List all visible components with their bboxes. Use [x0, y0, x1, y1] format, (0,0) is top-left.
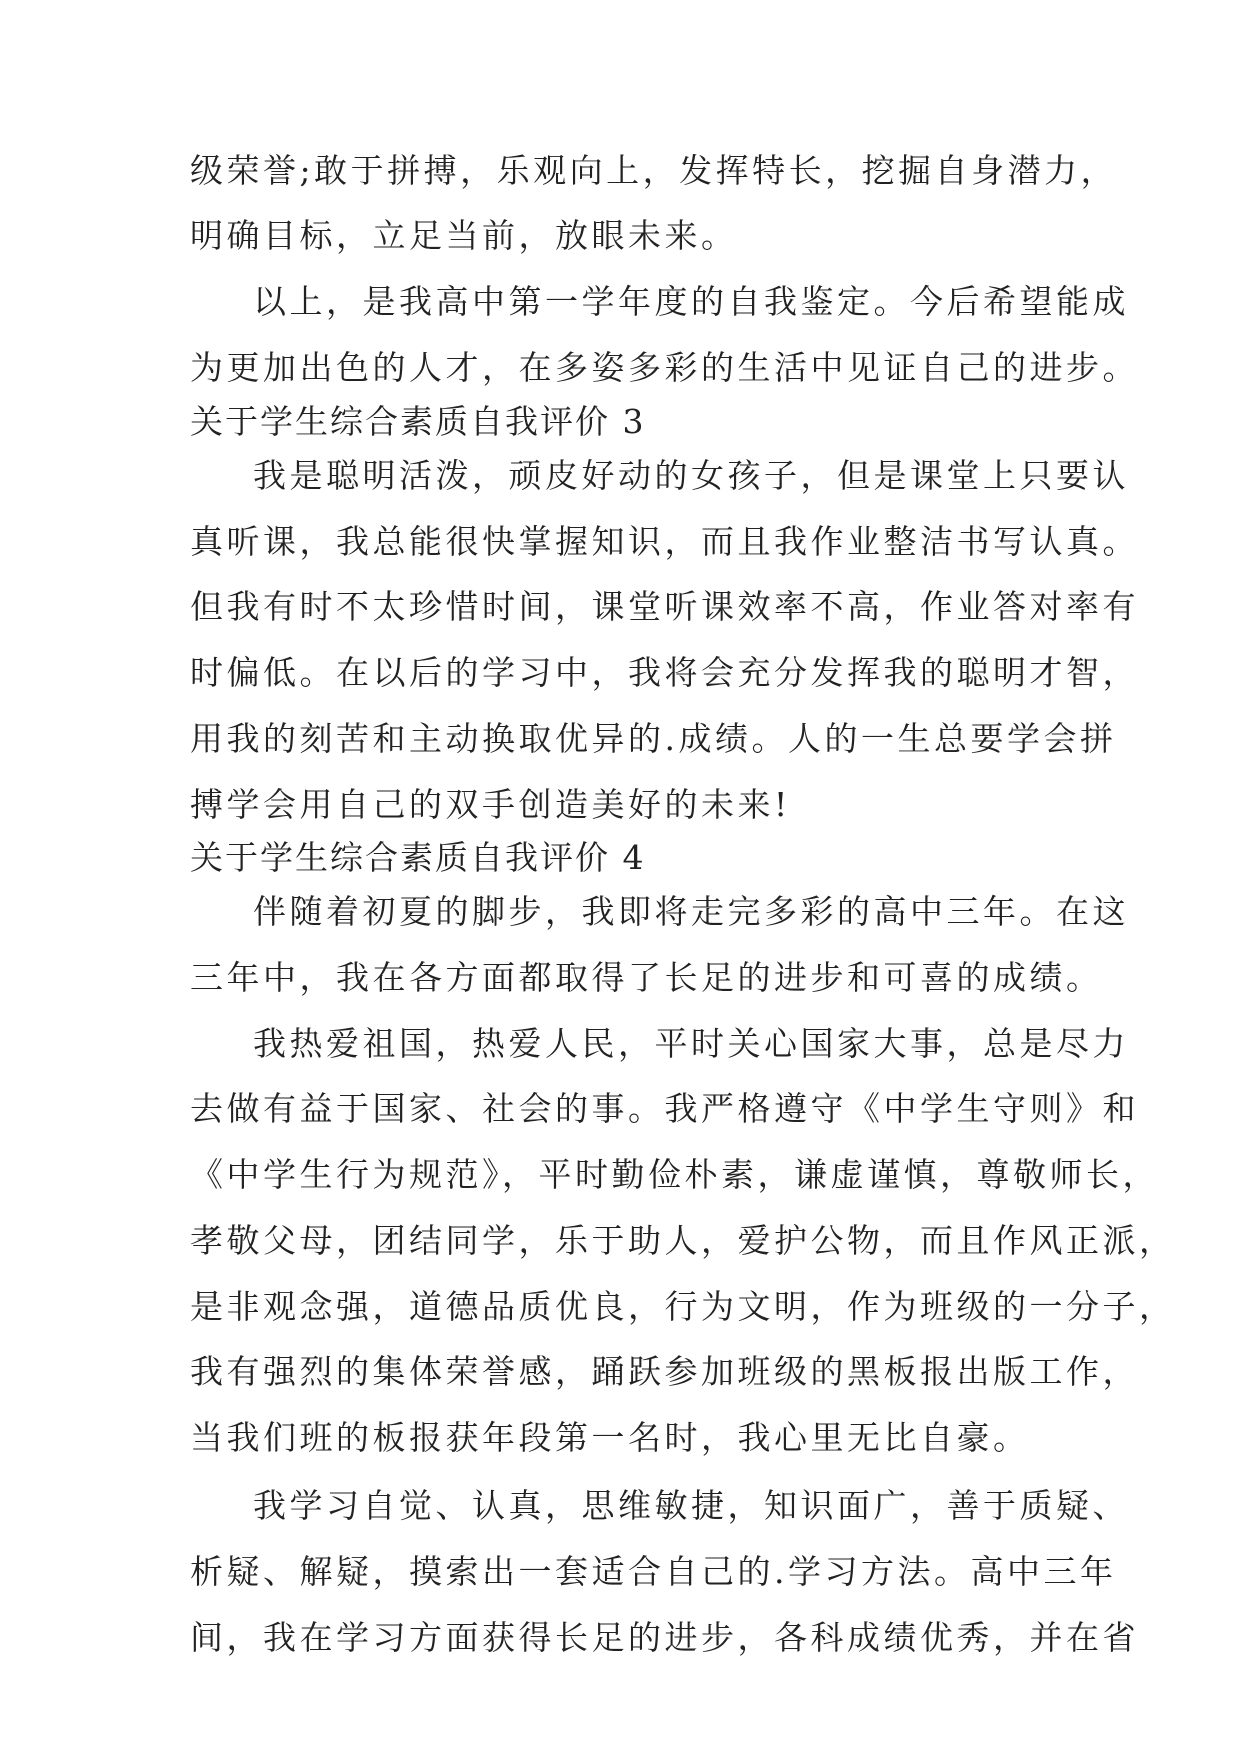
- paragraph-line: 伴随着初夏的脚步，我即将走完多彩的高中三年。在这: [253, 892, 1129, 931]
- paragraph-line: 《中学生行为规范》，平时勤俭朴素，谦虚谨慎，尊敬师长，: [190, 1155, 1159, 1194]
- paragraph-line: 是非观念强，道德品质优良，行为文明，作为班级的一分子，: [190, 1287, 1176, 1326]
- paragraph-line: 真听课，我总能很快掌握知识，而且我作业整洁书写认真。: [190, 522, 1139, 561]
- paragraph-line: 明确目标，立足当前，放眼未来。: [190, 216, 738, 255]
- paragraph-line: 我有强烈的集体荣誉感，踊跃参加班级的黑板报出版工作，: [190, 1352, 1139, 1391]
- paragraph-line: 我是聪明活泼，顽皮好动的女孩子，但是课堂上只要认: [253, 456, 1129, 495]
- paragraph-line: 但我有时不太珍惜时间，课堂听课效率不高，作业答对率有: [190, 587, 1139, 626]
- paragraph-line: 我热爱祖国，热爱人民，平时关心国家大事，总是尽力: [253, 1024, 1129, 1063]
- paragraph-line: 时偏低。在以后的学习中，我将会充分发挥我的聪明才智，: [190, 653, 1139, 692]
- paragraph-line: 以上，是我高中第一学年度的自我鉴定。今后希望能成: [253, 282, 1129, 321]
- paragraph-line: 析疑、解疑，摸索出一套适合自己的.学习方法。高中三年: [190, 1552, 1117, 1591]
- section-heading: 关于学生综合素质自我评价 4: [190, 838, 646, 877]
- section-heading: 关于学生综合素质自我评价 3: [190, 402, 646, 441]
- paragraph-line: 三年中，我在各方面都取得了长足的进步和可喜的成绩。: [190, 958, 1103, 997]
- paragraph-line: 为更加出色的人才，在多姿多彩的生活中见证自己的进步。: [190, 348, 1139, 387]
- paragraph-line: 级荣誉;敢于拼搏，乐观向上，发挥特长，挖掘自身潜力，: [190, 151, 1118, 190]
- paragraph-line: 我学习自觉、认真，思维敏捷，知识面广，善于质疑、: [253, 1486, 1129, 1525]
- paragraph-line: 去做有益于国家、社会的事。我严格遵守《中学生守则》和: [190, 1089, 1139, 1128]
- paragraph-line: 搏学会用自己的双手创造美好的未来!: [190, 785, 791, 824]
- paragraph-line: 孝敬父母，团结同学，乐于助人，爱护公物，而且作风正派，: [190, 1221, 1176, 1260]
- paragraph-line: 当我们班的板报获年段第一名时，我心里无比自豪。: [190, 1418, 1030, 1457]
- paragraph-line: 用我的刻苦和主动换取优异的.成绩。人的一生总要学会拼: [190, 719, 1117, 758]
- paragraph-line: 间，我在学习方面获得长足的进步，各科成绩优秀，并在省: [190, 1618, 1139, 1657]
